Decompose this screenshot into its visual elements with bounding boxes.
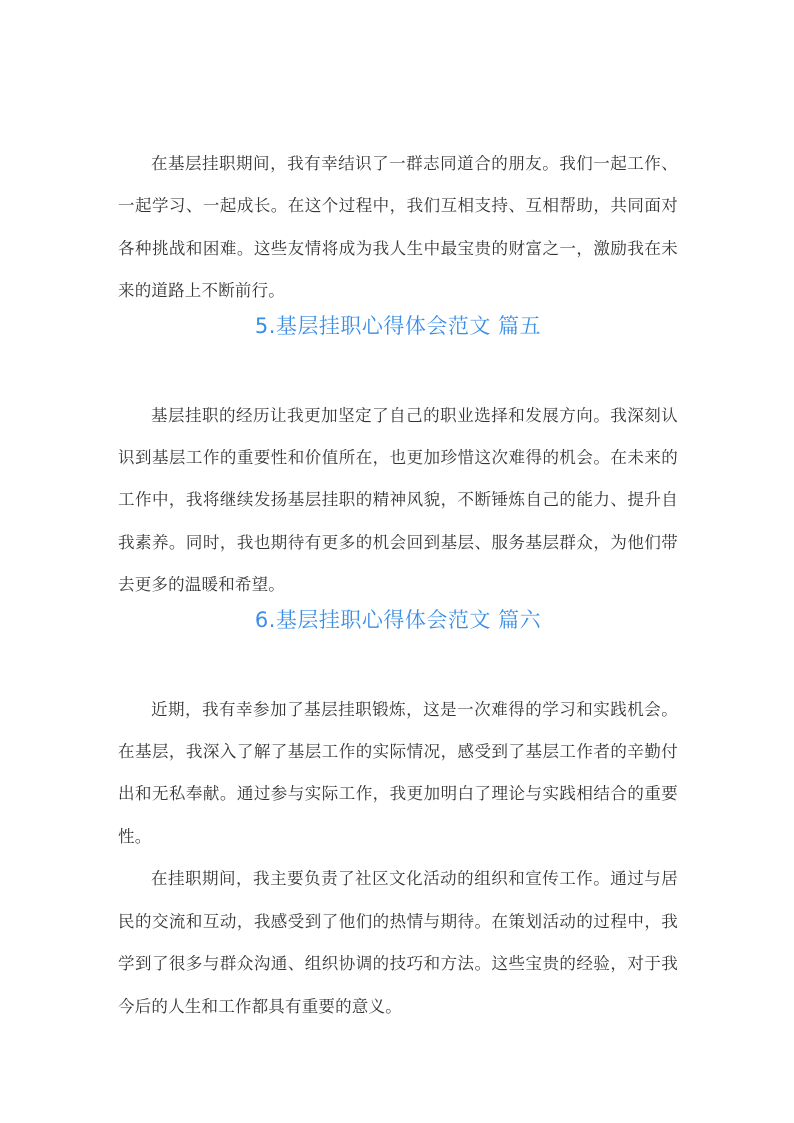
section-heading-6: 6.基层挂职心得体会范文 篇六 (254, 607, 542, 632)
spacer (118, 639, 678, 689)
spacer (118, 345, 678, 395)
section-heading-5: 5.基层挂职心得体会范文 篇五 (254, 313, 542, 338)
paragraph: 近期，我有幸参加了基层挂职锻炼，这是一次难得的学习和实践机会。在基层，我深入了解了基层工作的实际情况，感受到了基层工作者的辛勤付出和无私奉献。通过参与实际工作，我更加明白了理论与实践相结合的重要性。 (118, 699, 678, 846)
paragraph: 基层挂职的经历让我更加坚定了自己的职业选择和发展方向。我深刻认识到基层工作的重要性和价值所在，也更加珍惜这次难得的机会。在未来的工作中，我将继续发扬基层挂职的精神风貌，不断锤炼自己的能力、提升自我素养。同时，我也期待有更多的机会回到基层、服务基层群众，为他们带去更多的温暖和希望。 (118, 405, 678, 595)
paragraph: 在挂职期间，我主要负责了社区文化活动的组织和宣传工作。通过与居民的交流和互动，我感受到了他们的热情与期待。在策划活动的过程中，我学到了很多与群众沟通、组织协调的技巧和方法。这些宝贵的经验，对于我今后的人生和工作都具有重要的意义。 (118, 869, 678, 1016)
paragraph: 在基层挂职期间，我有幸结识了一群志同道合的朋友。我们一起工作、一起学习、一起成长。在这个过程中，我们互相支持、互相帮助，共同面对各种挑战和困难。这些友情将成为我人生中最宝贵的财富之一，激励我在未来的道路上不断前行。 (118, 154, 678, 301)
document-page (118, 143, 678, 1028)
